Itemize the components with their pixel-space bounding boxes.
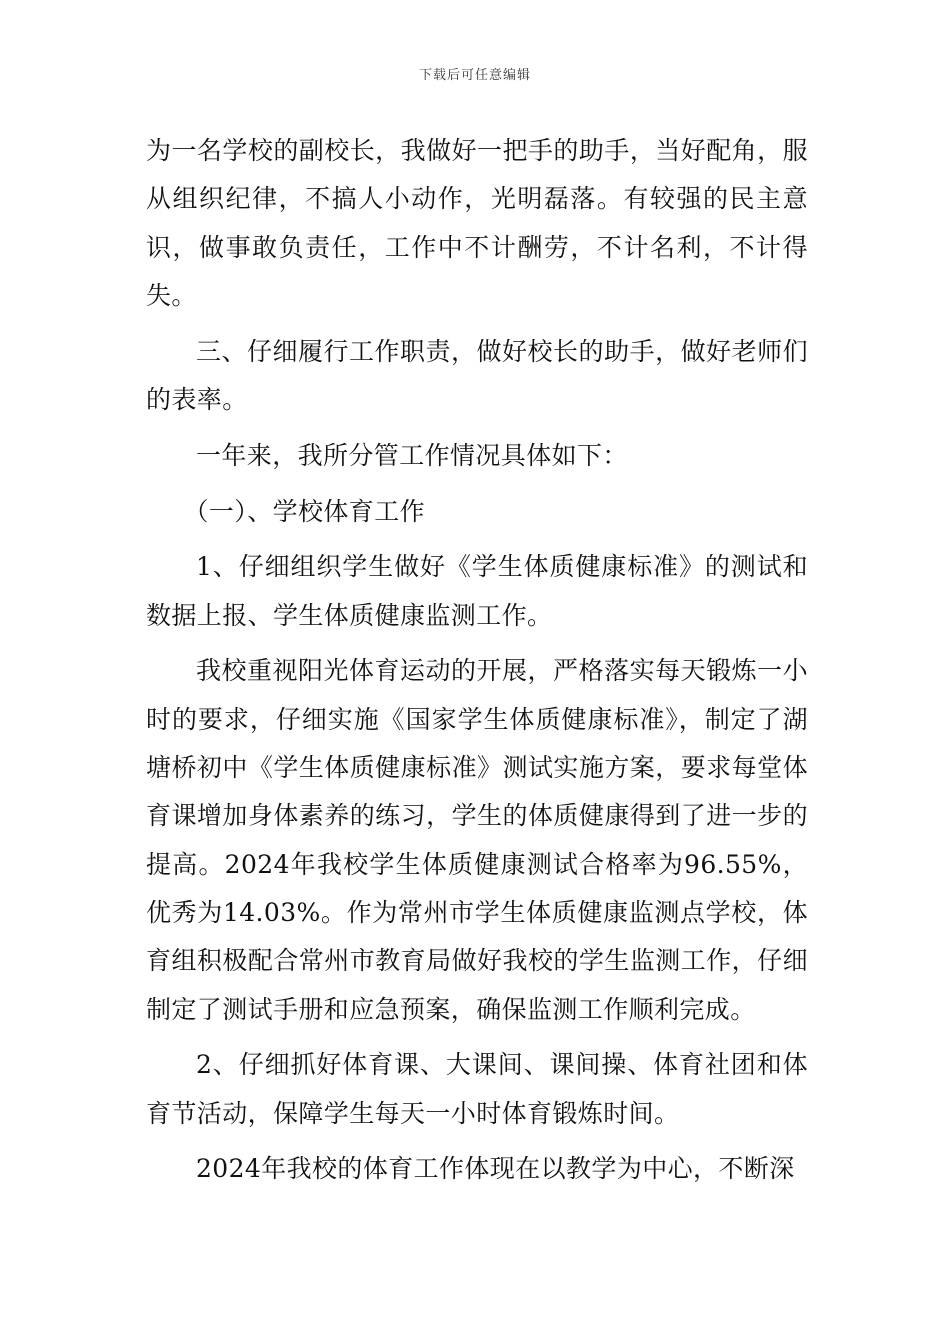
paragraph-6: 2、仔细抓好体育课、大课间、课间操、体育社团和体育节活动，保障学生每天一小时体育锻炼时间。 [146, 1050, 808, 1128]
section-heading: （一）、学校体育工作 [183, 496, 426, 526]
paragraph-4: 1、仔细组织学生做好《学生体质健康标准》的测试和数据上报、学生体质健康监测工作。 [146, 552, 808, 630]
paragraph-5: 我校重视阳光体育运动的开展，严格落实每天锻炼一小时的要求，仔细实施《国家学生体质健康标准》，制定了湖塘桥初中《学生体质健康标准》测试实施方案，要求每堂体育课增加身体素养的练习，学生的体质健康得到了进一步的提高。2024年我校学生体质健康测试合格率为96.55%，优秀为14.03%。作为常州市学生体质健康监测点学校，体育组积极配合常州市教育局做好我校的学生监测工作，仔细制定了测试手册和应急预案，确保监测工作顺利完成。 [146, 656, 808, 1024]
paragraph-2: 三、仔细履行工作职责，做好校长的助手，做好老师们的表率。 [146, 336, 808, 414]
document-body [146, 127, 808, 1201]
paragraph-7: 2024年我校的体育工作体现在以教学为中心，不断深 [196, 1154, 795, 1184]
paragraph-3: 一年来，我所分管工作情况具体如下： [196, 440, 628, 470]
page-header: 下载后可任意编辑 [418, 68, 531, 83]
paragraph-1: 为一名学校的副校长，我做好一把手的助手，当好配角，服从组织纪律，不搞人小动作，光明磊落。有较强的民主意识，做事敢负责任，工作中不计酬劳，不计名利，不计得失。 [146, 136, 808, 310]
